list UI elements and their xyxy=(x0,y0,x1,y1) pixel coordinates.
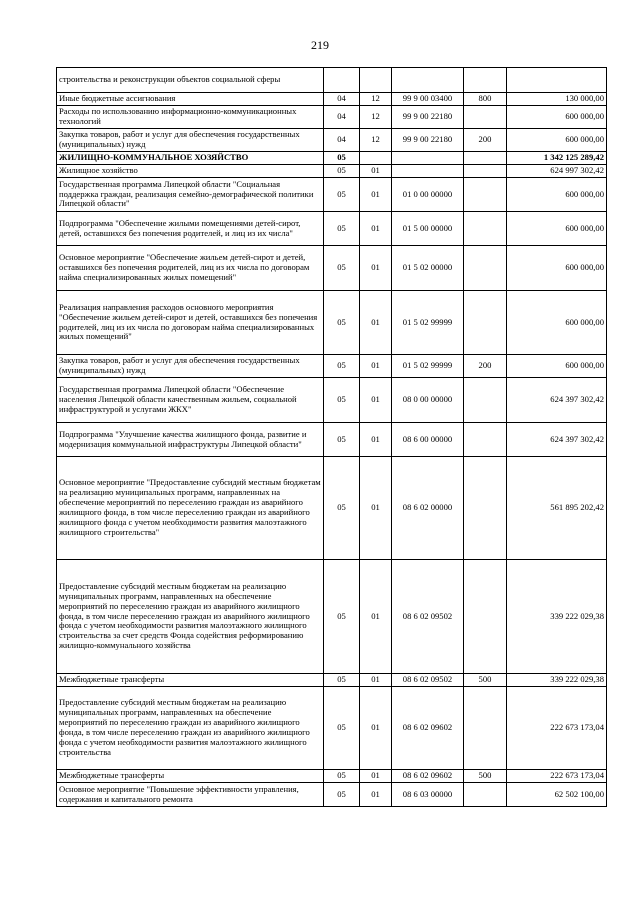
row-sum: 600 000,00 xyxy=(507,129,607,152)
row-expense-type xyxy=(464,178,507,212)
row-razdel: 05 xyxy=(324,246,360,291)
row-sum: 600 000,00 xyxy=(507,212,607,246)
row-expense-type xyxy=(464,106,507,129)
row-podrazdel: 01 xyxy=(360,165,392,178)
row-podrazdel: 01 xyxy=(360,246,392,291)
row-target-article: 08 6 02 09602 xyxy=(392,770,464,783)
row-sum: 600 000,00 xyxy=(507,106,607,129)
row-name: Иные бюджетные ассигнования xyxy=(57,93,324,106)
row-podrazdel: 01 xyxy=(360,457,392,560)
row-sum: 1 342 125 289,42 xyxy=(507,152,607,165)
table-row xyxy=(57,106,607,129)
row-expense-type xyxy=(464,165,507,178)
row-sum: 624 397 302,42 xyxy=(507,378,607,423)
row-target-article: 08 6 02 09602 xyxy=(392,687,464,770)
row-name: ЖИЛИЩНО-КОММУНАЛЬНОЕ ХОЗЯЙСТВО xyxy=(57,152,324,165)
row-podrazdel: 01 xyxy=(360,687,392,770)
row-podrazdel: 01 xyxy=(360,378,392,423)
row-expense-type xyxy=(464,291,507,355)
table-row xyxy=(57,457,607,560)
row-sum: 339 222 029,38 xyxy=(507,560,607,674)
table-row xyxy=(57,560,607,674)
row-razdel: 05 xyxy=(324,783,360,807)
row-expense-type xyxy=(464,687,507,770)
row-target-article: 01 0 00 00000 xyxy=(392,178,464,212)
table-row xyxy=(57,355,607,378)
row-razdel: 05 xyxy=(324,674,360,687)
row-target-article: 08 6 02 00000 xyxy=(392,457,464,560)
row-podrazdel: 01 xyxy=(360,291,392,355)
row-sum: 339 222 029,38 xyxy=(507,674,607,687)
row-target-article: 08 6 02 09502 xyxy=(392,560,464,674)
row-podrazdel: 01 xyxy=(360,212,392,246)
row-sum: 600 000,00 xyxy=(507,291,607,355)
row-expense-type xyxy=(464,423,507,457)
table-row xyxy=(57,291,607,355)
table-row xyxy=(57,770,607,783)
table-row xyxy=(57,423,607,457)
row-razdel: 05 xyxy=(324,423,360,457)
row-name: Подпрограмма "Улучшение качества жилищного фонда, развитие и модернизация коммунальной инфраструктуры Липецкой области" xyxy=(57,423,324,457)
row-target-article: 99 9 00 22180 xyxy=(392,129,464,152)
row-name: Закупка товаров, работ и услуг для обеспечения государственных (муниципальных) нужд xyxy=(57,355,324,378)
row-target-article: 08 6 03 00000 xyxy=(392,783,464,807)
row-name: Предоставление субсидий местным бюджетам на реализацию муниципальных программ, направленных на обеспечение мероприятий по переселению граждан из аварийного жилищного фонда, в том числе переселению граждан из аварийного жилищного фонда с учетом необходимости развития малоэтажного жилищного строительства за счет средств Фонда содействия реформированию жилищно-коммунального хозяйства xyxy=(57,560,324,674)
row-razdel: 04 xyxy=(324,93,360,106)
row-sum: 600 000,00 xyxy=(507,246,607,291)
row-sum: 130 000,00 xyxy=(507,93,607,106)
row-razdel: 05 xyxy=(324,560,360,674)
row-expense-type xyxy=(464,68,507,93)
row-podrazdel: 01 xyxy=(360,783,392,807)
row-name: Предоставление субсидий местным бюджетам на реализацию муниципальных программ, направленных на обеспечение мероприятий по переселению граждан из аварийного жилищного фонда, в том числе переселению граждан из аварийного жилищного фонда с учетом необходимости развития малоэтажного жилищного строительства xyxy=(57,687,324,770)
row-razdel: 05 xyxy=(324,457,360,560)
table-row xyxy=(57,93,607,106)
row-podrazdel xyxy=(360,68,392,93)
row-target-article: 08 0 00 00000 xyxy=(392,378,464,423)
row-expense-type: 500 xyxy=(464,770,507,783)
row-podrazdel xyxy=(360,152,392,165)
row-razdel: 04 xyxy=(324,106,360,129)
row-name: Межбюджетные трансферты xyxy=(57,674,324,687)
row-expense-type xyxy=(464,560,507,674)
row-target-article: 01 5 02 99999 xyxy=(392,355,464,378)
table-row xyxy=(57,165,607,178)
row-podrazdel: 01 xyxy=(360,674,392,687)
row-razdel: 04 xyxy=(324,129,360,152)
row-expense-type xyxy=(464,457,507,560)
row-expense-type: 800 xyxy=(464,93,507,106)
row-target-article: 01 5 02 99999 xyxy=(392,291,464,355)
row-expense-type xyxy=(464,378,507,423)
row-razdel: 05 xyxy=(324,291,360,355)
row-podrazdel: 12 xyxy=(360,106,392,129)
row-sum: 600 000,00 xyxy=(507,178,607,212)
row-target-article: 08 6 02 09502 xyxy=(392,674,464,687)
row-target-article xyxy=(392,152,464,165)
row-sum: 62 502 100,00 xyxy=(507,783,607,807)
row-name: Основное мероприятие "Повышение эффективности управления, содержания и капитального ремонта xyxy=(57,783,324,807)
row-target-article: 01 5 00 00000 xyxy=(392,212,464,246)
row-sum: 624 397 302,42 xyxy=(507,423,607,457)
page-number: 219 xyxy=(311,38,329,52)
row-sum: 222 673 173,04 xyxy=(507,770,607,783)
table-row xyxy=(57,783,607,807)
row-sum: 600 000,00 xyxy=(507,355,607,378)
row-podrazdel: 01 xyxy=(360,770,392,783)
row-target-article: 99 9 00 22180 xyxy=(392,106,464,129)
row-expense-type xyxy=(464,212,507,246)
row-sum: 624 997 302,42 xyxy=(507,165,607,178)
row-podrazdel: 12 xyxy=(360,129,392,152)
row-name: Межбюджетные трансферты xyxy=(57,770,324,783)
row-razdel: 05 xyxy=(324,355,360,378)
row-name: Основное мероприятие "Предоставление субсидий местным бюджетам на реализацию муниципальных программ, направленных на обеспечение мероприятий по переселению граждан из аварийного жилищного фонда, в том числе переселению граждан из аварийного жилищного фонда с учетом необходимости развития малоэтажного жилищного строительства" xyxy=(57,457,324,560)
row-razdel: 05 xyxy=(324,212,360,246)
row-razdel: 05 xyxy=(324,152,360,165)
row-target-article xyxy=(392,68,464,93)
row-target-article xyxy=(392,165,464,178)
row-expense-type: 200 xyxy=(464,355,507,378)
row-razdel: 05 xyxy=(324,770,360,783)
row-podrazdel: 01 xyxy=(360,560,392,674)
row-expense-type xyxy=(464,783,507,807)
row-sum: 561 895 202,42 xyxy=(507,457,607,560)
table-row xyxy=(57,246,607,291)
row-name: Подпрограмма "Обеспечение жилыми помещениями детей-сирот, детей, оставшихся без попечения родителей, и лиц из их числа" xyxy=(57,212,324,246)
row-name: Жилищное хозяйство xyxy=(57,165,324,178)
row-podrazdel: 01 xyxy=(360,355,392,378)
row-razdel: 05 xyxy=(324,378,360,423)
table-row xyxy=(57,674,607,687)
row-razdel xyxy=(324,68,360,93)
table-row xyxy=(57,378,607,423)
row-podrazdel: 12 xyxy=(360,93,392,106)
table-row xyxy=(57,152,607,165)
row-target-article: 01 5 02 00000 xyxy=(392,246,464,291)
row-razdel: 05 xyxy=(324,165,360,178)
row-podrazdel: 01 xyxy=(360,423,392,457)
row-name: Расходы по использованию информационно-коммуникационных технологий xyxy=(57,106,324,129)
table-row xyxy=(57,178,607,212)
row-target-article: 99 9 00 03400 xyxy=(392,93,464,106)
row-target-article: 08 6 00 00000 xyxy=(392,423,464,457)
row-razdel: 05 xyxy=(324,178,360,212)
row-expense-type xyxy=(464,152,507,165)
row-expense-type xyxy=(464,246,507,291)
row-name: Государственная программа Липецкой области "Социальная поддержка граждан, реализация семейно-демографической политики Липецкой области" xyxy=(57,178,324,212)
row-name: Основное мероприятие "Обеспечение жильем детей-сирот и детей, оставшихся без попечения родителей, лиц из их числа по договорам найма специализированных жилых помещений" xyxy=(57,246,324,291)
table-row xyxy=(57,687,607,770)
table-row xyxy=(57,68,607,93)
row-podrazdel: 01 xyxy=(360,178,392,212)
row-name: строительства и реконструкции объектов социальной сферы xyxy=(57,68,324,93)
row-razdel: 05 xyxy=(324,687,360,770)
row-expense-type: 500 xyxy=(464,674,507,687)
row-sum: 222 673 173,04 xyxy=(507,687,607,770)
row-name: Реализация направления расходов основного мероприятия "Обеспечение жильем детей-сирот и детей, оставшихся без попечения родителей, лиц из их числа по договорам найма специализированных жилых помещений" xyxy=(57,291,324,355)
table-body xyxy=(57,68,607,807)
row-sum xyxy=(507,68,607,93)
table-row xyxy=(57,212,607,246)
row-expense-type: 200 xyxy=(464,129,507,152)
table-row xyxy=(57,129,607,152)
budget-table xyxy=(56,67,607,807)
row-name: Государственная программа Липецкой области "Обеспечение населения Липецкой области качественным жильем, социальной инфраструктурой и услугами ЖКХ" xyxy=(57,378,324,423)
row-name: Закупка товаров, работ и услуг для обеспечения государственных (муниципальных) нужд xyxy=(57,129,324,152)
